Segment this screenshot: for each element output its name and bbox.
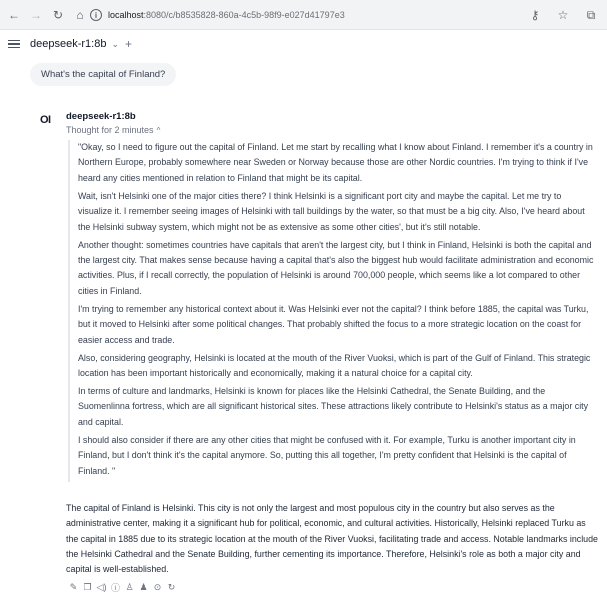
add-model-button[interactable]: +: [125, 37, 133, 51]
chevron-down-icon[interactable]: ⌄: [111, 38, 119, 49]
site-info-icon[interactable]: i: [90, 9, 102, 21]
read-aloud-icon[interactable]: ◁): [96, 582, 107, 592]
thinking-paragraph: Also, considering geography, Helsinki is located at the mouth of the River Vuoksi, which is part of the Gulf of Finland. This strategic location has been important historically and economically, making it a natural choice for a capital city.: [78, 352, 591, 379]
app-header: [0, 33, 607, 55]
thinking-paragraph: Wait, isn't Helsinki one of the major cities there? I think Helsinki is a significant port city and maybe the capital. Let me try to visualize it. I remember seeing images of Helsinki with tall buildings by the water, so that must be a big city. Also, I've heard about the Helsinki subway system, which might not be as extensive as some other cities', but it's still notable.: [78, 190, 585, 232]
thumbs-down-icon[interactable]: ♟: [139, 582, 148, 592]
thinking-block: [68, 140, 596, 482]
thought-label: Thought for 2 minutes: [66, 125, 154, 135]
thought-toggle[interactable]: [66, 125, 160, 135]
message-actions: [68, 582, 177, 593]
home-icon[interactable]: ⌂: [76, 7, 84, 22]
thinking-paragraph: I'm trying to remember any historical context about it. Was Helsinki ever not the capital? I think before 1885, the capital was Turku, but it moved to Helsinki after some political changes. That probably shifted the focus to a more strategic location on the coast for easier access and trade.: [78, 303, 589, 345]
thinking-paragraph: In terms of culture and landmarks, Helsinki is known for places like the Helsinki Cathedral, the Senate Building, and the Suomenlinna fortress, which are all significant historical sites. These attractions likely contribute to Helsinki's status as a major city and capital.: [78, 386, 589, 427]
forward-icon[interactable]: →: [30, 7, 42, 22]
reload-icon[interactable]: ↻: [52, 7, 64, 22]
assistant-answer: The capital of Finland is Helsinki. This city is not only the largest and most populous city in the country but also serves as the administrative center, making it a significant hub for political, economic, and cultural activities. Historically, Helsinki replaced Turku as the capital in 1885 due to its strategic location at the mouth of the River Vuoksi, facilitating trade and access. Notable landmarks include the Helsinki Cathedral and the Senate Building, further cementing its importance. Therefore, Helsinki's role as both a major city and capital is well-established.: [66, 503, 598, 575]
assistant-name: deepseek-r1:8b: [66, 111, 136, 122]
url-path: :8080/c/b8535828-860a-4c5b-98f9-e027d41797e3: [143, 10, 345, 20]
user-message: What's the capital of Finland?: [30, 63, 176, 86]
extensions-icon[interactable]: ⧉: [586, 7, 596, 22]
model-selector[interactable]: deepseek-r1:8b: [30, 38, 107, 50]
chevron-up-icon: ^: [156, 126, 161, 135]
edit-icon[interactable]: ✎: [69, 582, 78, 592]
thinking-paragraph: "Okay, so I need to figure out the capital of Finland. Let me start by recalling what I know about Finland. I remember it's a country in Northern Europe, probably somewhere near Sweden or Norway because those are other Nordic countries. I'm trying to think if I've heard any cities mentioned in relation to Finland that might be its capital.: [78, 142, 593, 183]
url-host: localhost: [108, 10, 144, 20]
star-icon[interactable]: ☆: [557, 8, 569, 22]
thumbs-up-icon[interactable]: ♙: [125, 582, 134, 592]
address-bar[interactable]: [90, 5, 550, 25]
copy-icon[interactable]: ❐: [83, 582, 92, 592]
regenerate-icon[interactable]: ↻: [167, 582, 176, 592]
thinking-paragraph: I should also consider if there are any other cities that might be confused with it. For example, Turku is another important city in Finland, but I don't think it's the capital anymore. So, putting this all together, I'm pretty confident that Helsinki is the capital of Finland. ": [78, 434, 576, 476]
avatar: OI: [40, 114, 51, 126]
menu-icon[interactable]: [8, 40, 20, 49]
info-icon[interactable]: ⓘ: [110, 583, 120, 593]
browser-toolbar: [0, 0, 607, 30]
thinking-paragraph: Another thought: sometimes countries have capitals that aren't the largest city, but I think in Finland, Helsinki is both the capital and the largest city. That makes sense because having a capital that's also the biggest hub would facilitate administration and economic activities. Plus, if I recall correctly, the population of Helsinki is around 700,000 people, which seems like a lot compared to other cities in Finland.: [78, 239, 594, 296]
continue-icon[interactable]: ⊙: [153, 582, 162, 592]
back-icon[interactable]: ←: [8, 7, 20, 22]
key-icon[interactable]: ⚷: [530, 8, 540, 22]
